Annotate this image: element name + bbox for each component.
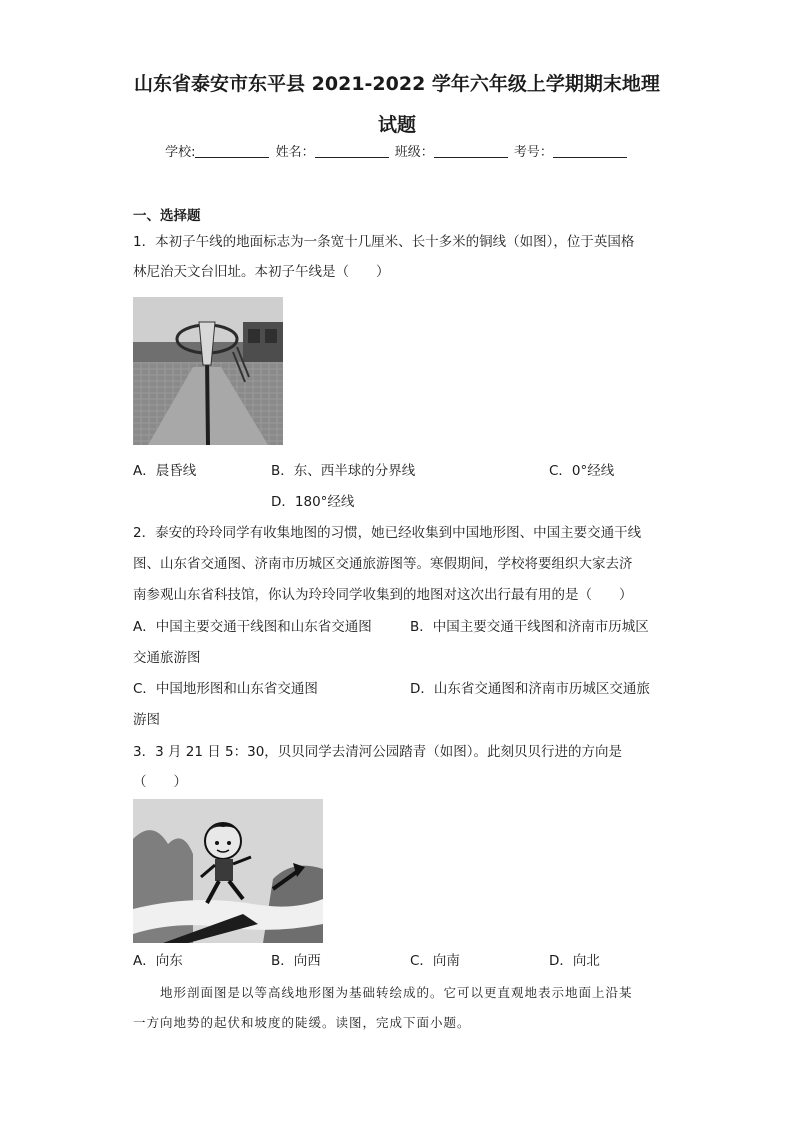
exam-no-blank[interactable] (553, 145, 627, 158)
q3-text-line1: 3．3 月 21 日 5：30，贝贝同学去清河公园踏青（如图）。此刻贝贝行进的方向是 (133, 744, 623, 760)
section-heading: 一、选择题 (133, 208, 201, 224)
school-blank[interactable] (195, 145, 269, 158)
q2-text-line2: 图、山东省交通图、济南市历城区交通旅游图等。寒假期间，学校将要组织大家去济 (133, 556, 633, 572)
q3-option-d[interactable]: D．向北 (549, 953, 600, 969)
q3-figure-walking-boy (133, 799, 323, 943)
q1-option-c[interactable]: C．0°经线 (549, 463, 615, 479)
q3-option-c[interactable]: C．向南 (410, 953, 460, 969)
q1-figure-meridian-photo (133, 297, 283, 445)
q2-option-b-cont[interactable]: 交通旅游图 (133, 650, 201, 666)
exam-no-label: 考号： (513, 145, 553, 160)
topo-intro-line1: 地形剖面图是以等高线地形图为基础转绘成的。它可以更直观地表示地面上沿某 (160, 985, 633, 1000)
q1-option-a[interactable]: A．晨昏线 (133, 463, 197, 479)
topo-intro-line2: 一方向地势的起伏和坡度的陡缓。读图，完成下面小题。 (133, 1015, 471, 1030)
q1-text-line2: 林尼治天文台旧址。本初子午线是（ ） (133, 264, 390, 280)
q2-option-c[interactable]: C．中国地形图和山东省交通图 (133, 681, 318, 697)
name-blank[interactable] (315, 145, 389, 158)
school-label: 学校: (165, 145, 196, 160)
q3-option-a[interactable]: A．向东 (133, 953, 183, 969)
q3-text-line2: （ ） (133, 774, 187, 790)
q1-text-line1: 1．本初子午线的地面标志为一条宽十几厘米、长十多米的铜线（如图），位于英国格 (133, 234, 635, 250)
meridian-photo-image (133, 297, 283, 445)
walking-boy-image (133, 799, 323, 943)
q3-option-b[interactable]: B．向西 (271, 953, 321, 969)
class-label: 班级： (394, 145, 434, 160)
q2-text-line1: 2．泰安的玲玲同学有收集地图的习惯，她已经收集到中国地形图、中国主要交通干线 (133, 525, 642, 541)
class-blank[interactable] (434, 145, 508, 158)
page-title-line2: 试题 (377, 114, 416, 136)
q2-option-d-cont[interactable]: 游图 (133, 712, 160, 728)
q2-option-a[interactable]: A．中国主要交通干线图和山东省交通图 (133, 619, 372, 635)
q2-text-line3: 南参观山东省科技馆，你认为玲玲同学收集到的地图对这次出行最有用的是（ ） (133, 587, 633, 603)
q1-option-b[interactable]: B．东、西半球的分界线 (271, 463, 416, 479)
q1-option-d[interactable]: D．180°经线 (271, 494, 355, 510)
q2-option-b[interactable]: B．中国主要交通干线图和济南市历城区 (410, 619, 649, 635)
name-label: 姓名： (275, 145, 315, 160)
student-info (0, 144, 794, 162)
q2-option-d[interactable]: D．山东省交通图和济南市历城区交通旅 (410, 681, 650, 697)
page-title: 山东省泰安市东平县 2021-2022 学年六年级上学期期末地理 (134, 73, 660, 95)
